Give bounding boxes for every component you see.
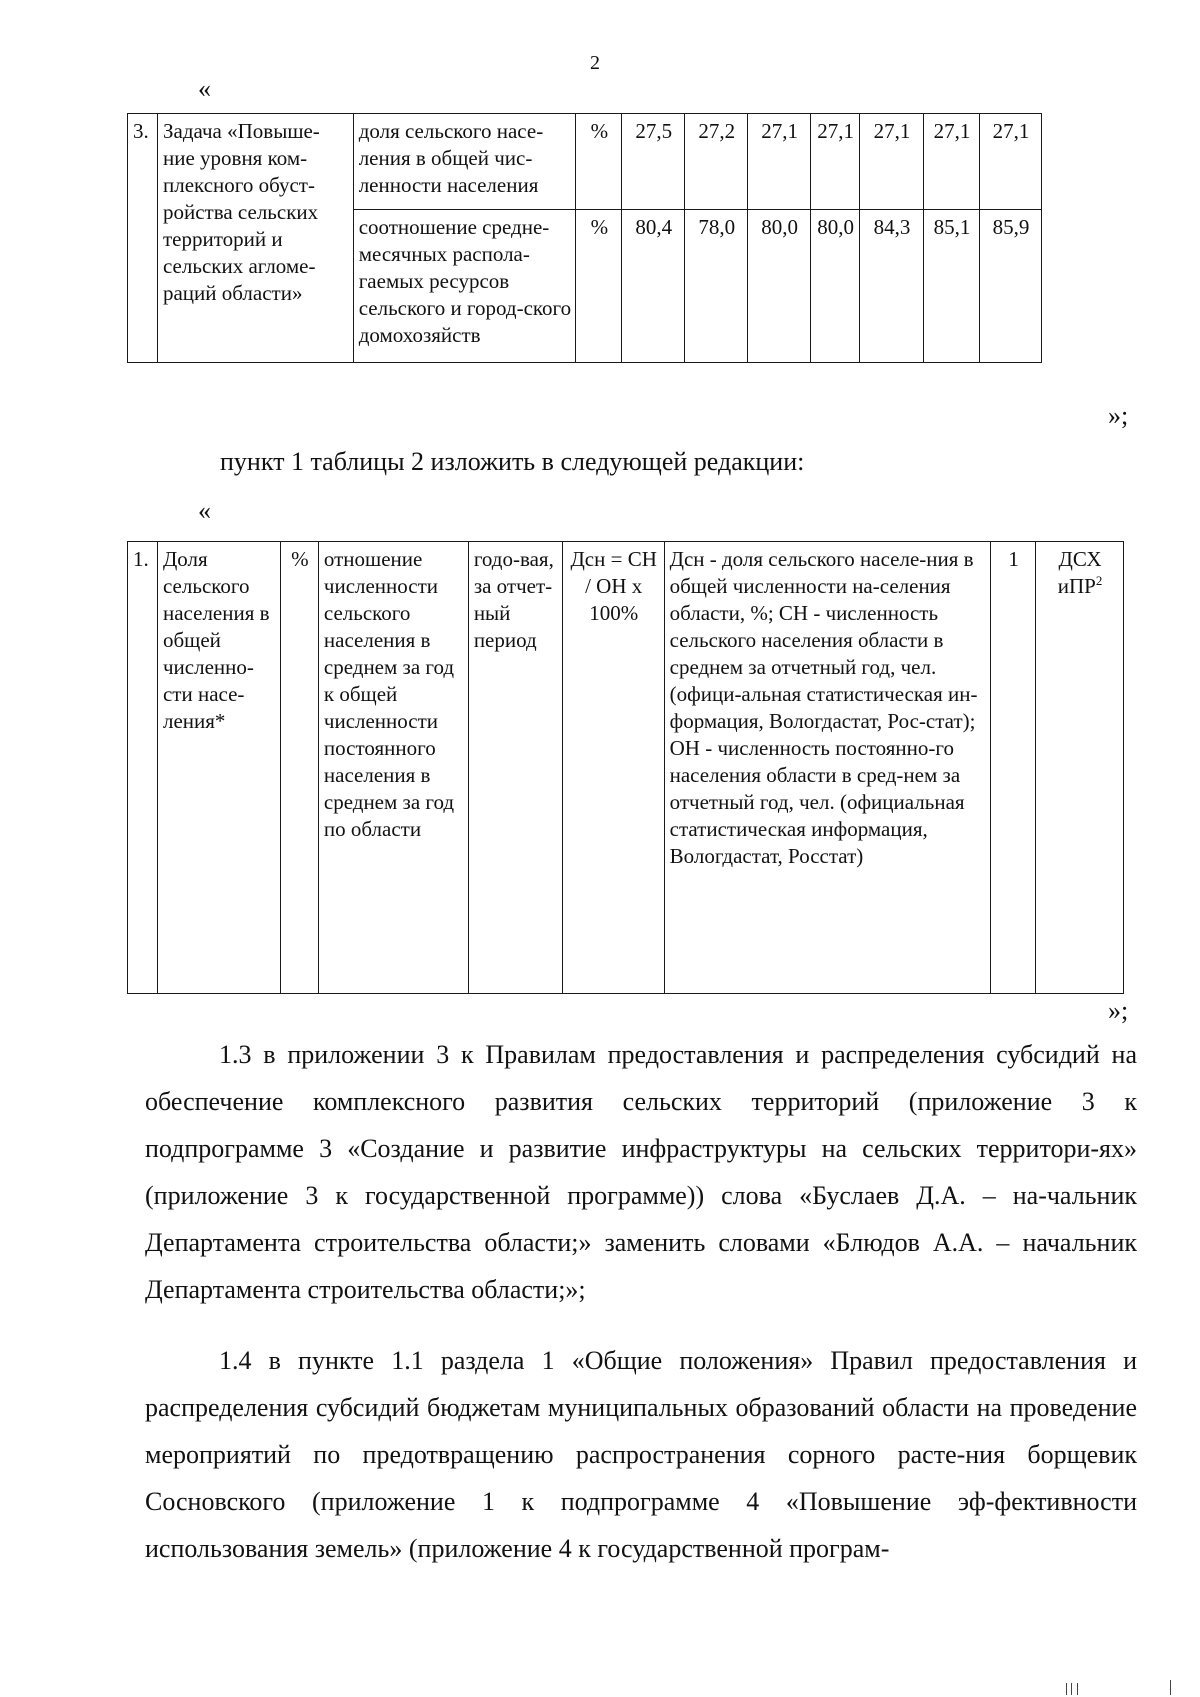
indicator-name: доля сельского насе-ления в общей чис-ленности населения [353,114,576,210]
table-row [128,114,1042,210]
source-footnote-mark: 2 [1095,573,1103,588]
formula-cell: Дсн = СН / ОН х 100% [562,542,664,994]
unit-cell: % [576,114,622,210]
close-quote-table-1: »; [1108,401,1129,430]
scan-edge-mark [1066,1683,1067,1695]
open-quote-table-1: « [198,74,211,103]
value-cell: 85,9 [979,209,1041,362]
value-cell: 80,0 [748,209,811,362]
unit-cell: % [280,542,318,994]
value-cell: 27,1 [979,114,1041,210]
value-cell: 27,1 [748,114,811,210]
open-quote-table-2: « [198,496,211,525]
value-cell: 27,1 [811,114,860,210]
scan-edge-mark [1077,1683,1078,1695]
value-cell: 27,5 [622,114,685,210]
unit-cell: % [576,209,622,362]
row-number: 1. [128,542,158,994]
responsible-source [1036,542,1124,994]
scan-edge-mark [1170,1680,1171,1695]
task-name: Задача «Повыше-ние уровня ком-плексного обуст-ройства сельских территорий и сельских агломе-раций области» [157,114,353,363]
paragraph-1-3: 1.3 в приложении 3 к Правилам предоставления и распределения субсидий на обеспечение комплексного развития сельских территорий (приложение 3 к подпрограмме 3 «Создание и развитие инфраструктуры на сельских территори-ях» (приложение 3 к государственной программе)) слова «Буслаев Д.А. – на-чальник Департамента строительства области;» заменить словами «Блюдов А.А. – начальник Департамента строительства области;»; [145,1040,1137,1304]
value-cell: 27,1 [860,114,924,210]
table-row [128,542,1124,994]
indicator-table [127,541,1124,994]
value-cell: 85,1 [924,209,980,362]
scan-edge-mark [1071,1683,1072,1695]
close-quote-table-2: »; [1108,996,1129,1025]
indicator-name: соотношение средне-месячных распола-гаемых ресурсов сельского и город-ского домохозяйств [353,209,576,362]
value-cell: 27,2 [685,114,748,210]
value-cell: 78,0 [685,209,748,362]
formula-explanation: Дсн - доля сельского населе-ния в общей численности на-селения области, %; СН - численность сельского населения области в среднем за отчетный год, чел. (офици-альная статистическая ин-формация, Вологдастат, Рос-стат); ОН - численность постоянно-го населения области в сред-нем за отчетный год, чел. (официальная статистическая информация, Вологдастат, Росстат) [664,542,991,994]
paragraph-1-4: 1.4 в пункте 1.1 раздела 1 «Общие положения» Правил предоставления и распределения субсидий бюджетам муниципальных образований области на проведение мероприятий по предотвращению распространения сорного расте-ния борщевик Сосновского (приложение 1 к подпрограмме 4 «Повышение эф-фективности использования земель» (приложение 4 к государственной програм- [145,1346,1137,1563]
targets-table [127,113,1042,363]
value-cell: 80,0 [811,209,860,362]
method-code: 1 [991,542,1036,994]
source-label: ДСХ иПР [1057,547,1102,598]
indicator-name: Доля сельского населения в общей численно-сти насе-ления* [157,542,280,994]
value-cell: 27,1 [924,114,980,210]
row-number: 3. [128,114,158,363]
value-cell: 80,4 [622,209,685,362]
indicator-definition: отношение численности сельского населения в среднем за год к общей численности постоянного населения в среднем за год по области [318,542,468,994]
value-cell: 84,3 [860,209,924,362]
page-number: 2 [590,52,600,74]
section-heading: пункт 1 таблицы 2 изложить в следующей редакции: [220,447,805,476]
reporting-period: годо-вая, за отчет-ный период [468,542,562,994]
